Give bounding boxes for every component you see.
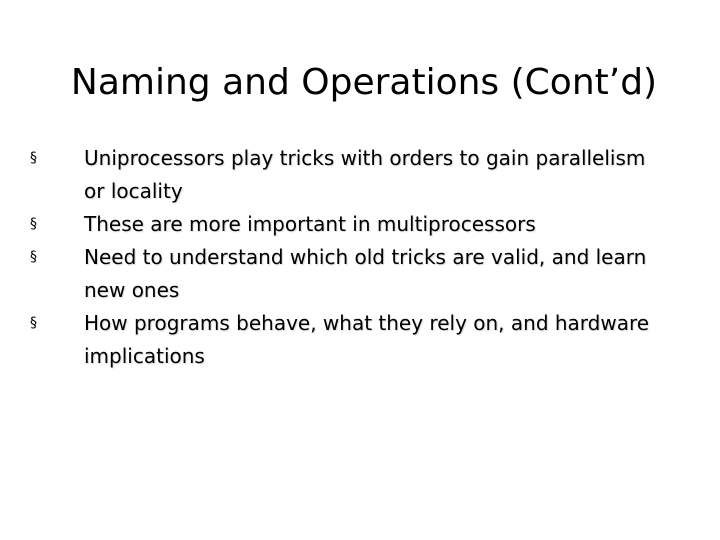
- bullet-item: [30, 241, 670, 307]
- bullet-marker-icon: §: [30, 315, 37, 331]
- bullet-list: [30, 142, 670, 373]
- bullet-text: These are more important in multiprocessors: [84, 212, 536, 236]
- bullet-marker-icon: §: [30, 249, 37, 265]
- bullet-item: [30, 208, 670, 241]
- bullet-marker-icon: §: [30, 150, 37, 166]
- slide-title: Naming and Operations (Cont’d): [70, 62, 658, 103]
- bullet-marker-icon: §: [30, 216, 37, 232]
- bullet-item: [30, 307, 670, 373]
- bullet-item: [30, 142, 670, 208]
- bullet-text: Uniprocessors play tricks with orders to gain parallelism or locality: [84, 146, 646, 203]
- bullet-text: How programs behave, what they rely on, and hardware implications: [84, 311, 650, 368]
- bullet-text: Need to understand which old tricks are valid, and learn new ones: [84, 245, 647, 302]
